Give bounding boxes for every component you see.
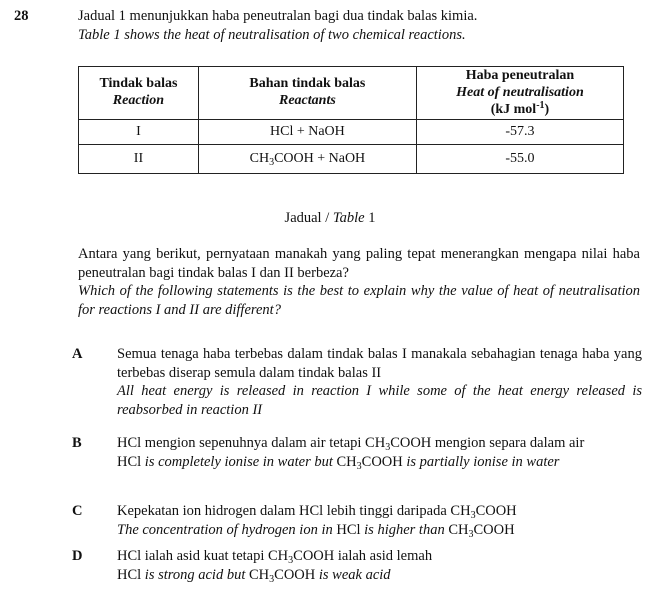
option-d-ms-b: COOH ialah asid lemah bbox=[293, 548, 433, 564]
option-c-en-d: CH bbox=[448, 521, 469, 538]
option-c-ms bbox=[117, 502, 642, 521]
option-b-en-e: is partially ionise in water bbox=[406, 453, 560, 470]
option-a-en: All heat energy is released in reaction I while some of the heat energy released is reabsorbed in reaction II bbox=[117, 383, 642, 418]
option-b-en-b: is completely ionise in water but bbox=[144, 453, 337, 470]
header-reactants-en: Reactants bbox=[279, 93, 336, 109]
option-b-en-d: COOH bbox=[361, 453, 407, 470]
option-d-en-b: is strong acid but bbox=[144, 566, 249, 583]
header-heat-en: Heat of neutralisation bbox=[456, 84, 584, 100]
option-b-en bbox=[117, 453, 642, 472]
option-d-en-e: is weak acid bbox=[318, 566, 391, 583]
option-c-ms-b: COOH bbox=[475, 503, 517, 519]
intro-english: Table 1 shows the heat of neutralisation of two chemical reactions. bbox=[78, 26, 466, 43]
option-b-ms-b: COOH mengion separa dalam air bbox=[390, 435, 585, 451]
caption-ms: Jadual / bbox=[284, 210, 333, 226]
option-c-ms-sub: 3 bbox=[470, 510, 476, 521]
table-header-row bbox=[79, 67, 624, 120]
option-d-ms bbox=[117, 547, 642, 566]
unit-close: ) bbox=[544, 101, 550, 117]
header-reactants bbox=[198, 67, 416, 120]
option-b-text[interactable] bbox=[117, 434, 642, 471]
option-a-letter[interactable]: A bbox=[72, 346, 83, 362]
stem-malay: Antara yang berikut, pernyataan manakah yang paling tepat menerangkan mengapa nilai haba peneutralan bagi tindak balas I dan II berbeza? bbox=[78, 246, 640, 281]
option-d-en-d: COOH bbox=[274, 566, 319, 583]
cell-reaction: I bbox=[79, 120, 199, 145]
cell-reaction: II bbox=[79, 145, 199, 174]
reactants-part-b: COOH + NaOH bbox=[274, 151, 366, 167]
header-reaction-ms: Tindak balas bbox=[99, 76, 178, 92]
reactants-sub: 3 bbox=[269, 157, 275, 169]
table-row bbox=[79, 120, 624, 145]
option-d-text[interactable] bbox=[117, 547, 642, 584]
option-c-letter[interactable]: C bbox=[72, 503, 83, 519]
header-heat bbox=[416, 67, 623, 120]
heat-of-neutralisation-table bbox=[78, 66, 624, 174]
option-b-ms bbox=[117, 434, 642, 453]
option-d-ms-a: HCl ialah asid kuat tetapi CH bbox=[117, 548, 289, 564]
question-intro bbox=[78, 7, 648, 44]
option-b-ms-a: HCl mengion sepenuhnya dalam air tetapi CH bbox=[117, 435, 386, 451]
header-reactants-ms: Bahan tindak balas bbox=[249, 76, 366, 92]
cell-heat: -55.0 bbox=[416, 145, 623, 174]
option-a-ms: Semua tenaga haba terbebas dalam tindak balas I manakala sebahagian tenaga haba yang terbebas diserap semula dalam tindak balas II bbox=[117, 346, 642, 381]
stem-english: Which of the following statements is the best to explain why the value of heat of neutralisation for reactions I and II are different? bbox=[78, 283, 640, 318]
header-heat-unit bbox=[421, 99, 619, 119]
header-reaction-en: Reaction bbox=[112, 93, 165, 109]
cell-reactants: HCl + NaOH bbox=[198, 120, 416, 145]
option-c-en-a: The concentration of hydrogen ion in bbox=[117, 521, 337, 538]
header-heat-ms: Haba peneutralan bbox=[465, 68, 575, 83]
question-number: 28 bbox=[14, 8, 29, 24]
table-row bbox=[79, 145, 624, 174]
reactants-part-a: CH bbox=[249, 151, 270, 167]
option-c-en-e: COOH bbox=[473, 521, 515, 538]
option-d-en-sub: 3 bbox=[269, 573, 275, 585]
option-d-en bbox=[117, 566, 642, 585]
header-reaction bbox=[79, 67, 199, 120]
cell-reactants bbox=[198, 145, 416, 174]
option-d-en-a: HCl bbox=[117, 566, 145, 583]
option-b-en-c: CH bbox=[336, 453, 357, 470]
option-b-letter[interactable]: B bbox=[72, 435, 82, 451]
caption-en: Table bbox=[332, 210, 365, 226]
option-b-en-sub: 3 bbox=[356, 460, 362, 472]
option-c-en-c: is higher than bbox=[360, 521, 449, 538]
option-b-en-a: HCl bbox=[117, 453, 145, 470]
option-d-letter[interactable]: D bbox=[72, 548, 83, 564]
question-stem bbox=[78, 245, 640, 319]
cell-heat: -57.3 bbox=[416, 120, 623, 145]
option-d-ms-sub: 3 bbox=[288, 555, 294, 566]
option-c-en-sub: 3 bbox=[468, 528, 474, 540]
unit-open: (kJ mol bbox=[490, 101, 537, 117]
option-a-text[interactable] bbox=[117, 345, 642, 419]
option-c-ms-a: Kepekatan ion hidrogen dalam HCl lebih tinggi daripada CH bbox=[117, 503, 471, 519]
option-b-ms-sub: 3 bbox=[385, 442, 391, 453]
unit-sup: -1 bbox=[536, 99, 545, 111]
intro-malay: Jadual 1 menunjukkan haba peneutralan bagi dua tindak balas kimia. bbox=[78, 8, 478, 24]
option-d-en-c: CH bbox=[249, 566, 270, 583]
table-caption bbox=[0, 209, 660, 228]
option-c-en bbox=[117, 521, 642, 540]
option-c-text[interactable] bbox=[117, 502, 642, 539]
option-c-en-b: HCl bbox=[336, 521, 361, 538]
caption-num: 1 bbox=[364, 210, 376, 226]
